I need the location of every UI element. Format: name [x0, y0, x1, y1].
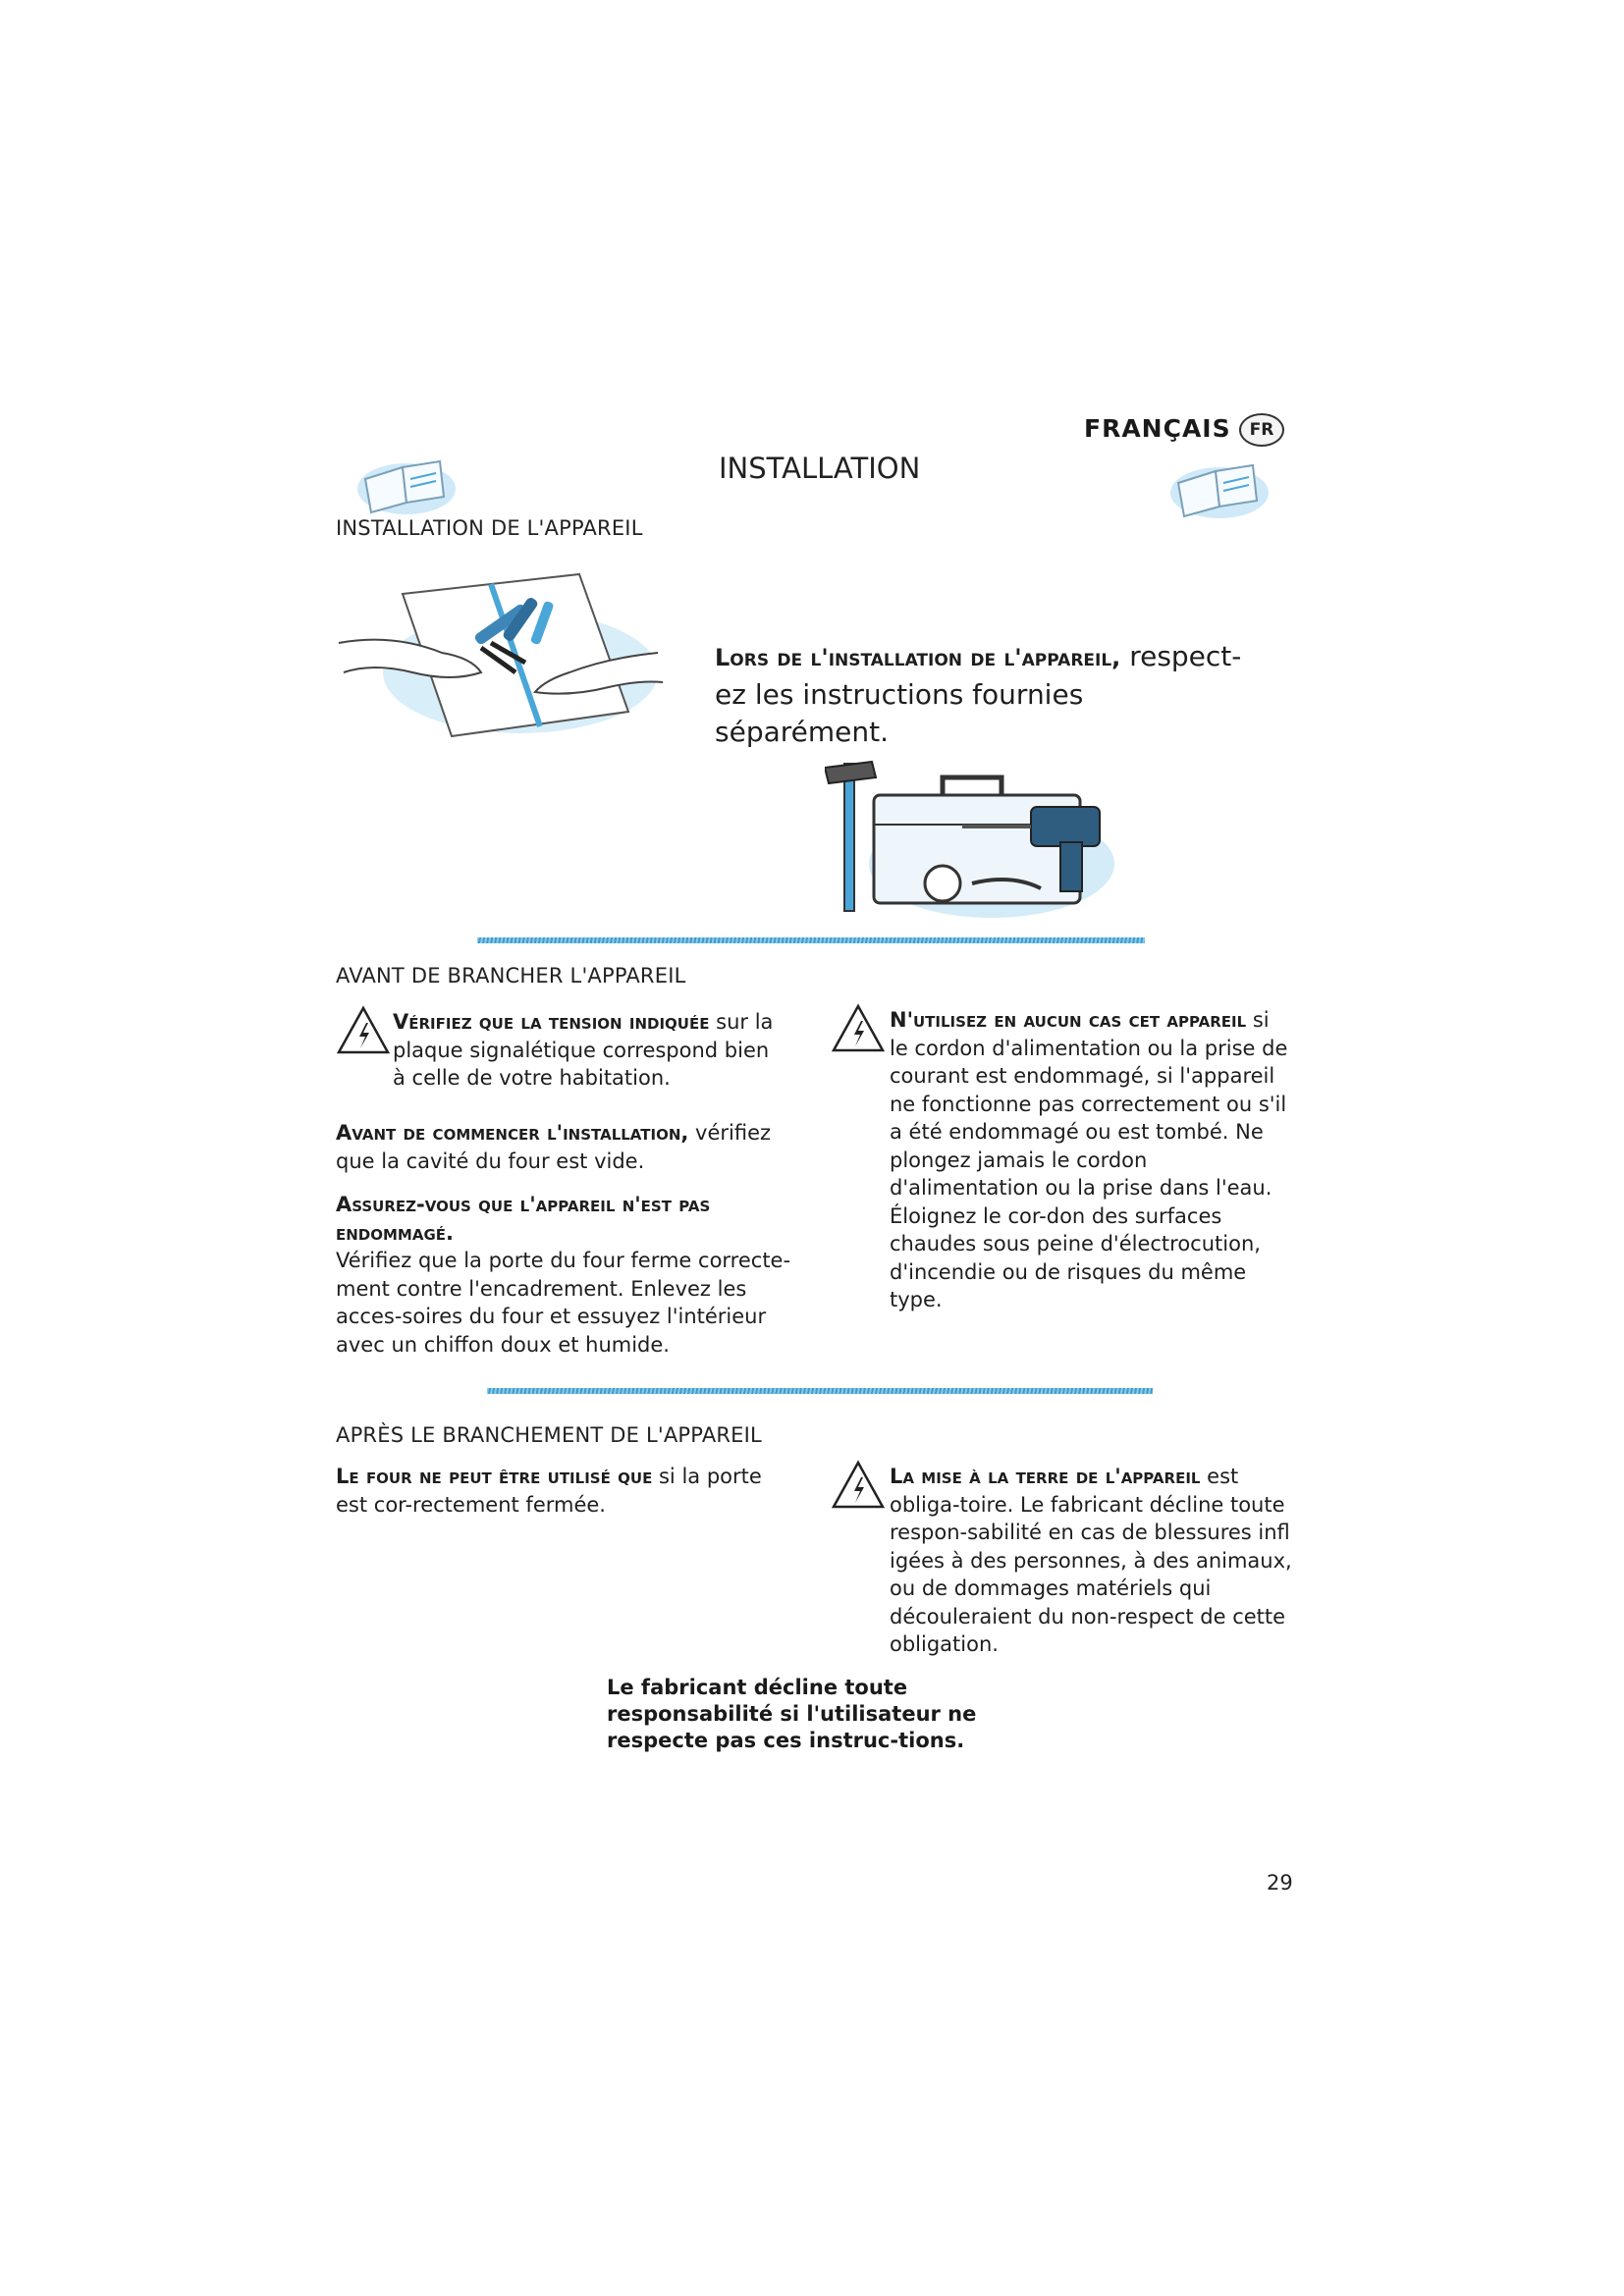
- language-badge: FR: [1239, 413, 1284, 447]
- electric-warning-icon: [831, 1460, 886, 1511]
- hands-manual-illustration: [334, 564, 668, 741]
- page-number: 29: [1267, 1871, 1293, 1895]
- language-label: FRANÇAIS: [1084, 414, 1231, 443]
- voltage-warning-text: Vérifiez que la tension indiquée sur la plaque signalétique correspond bien à celle de votre habitation.: [393, 1010, 774, 1090]
- check-damage-text: Assurez-vous que l'appareil n'est pas endommagé. Vérifiez que la porte du four ferme correcte-ment contre l'encadrement. Enlevez les acces-soires du four et essuyez l'intérieur avec un chiffon doux et humide.: [336, 1193, 791, 1357]
- manufacturer-disclaimer: Le fabricant décline toute responsabilité si l'utilisateur ne respecte pas ces instruc-tions.: [607, 1676, 977, 1752]
- earthing-warning-text: La mise à la terre de l'appareil est obliga-toire. Le fabricant décline toute respon-sabilité en cas de blessures infl igées à des personnes, à des animaux, ou de dommages matériels qui découleraient du non-respect de cette obligation.: [890, 1465, 1292, 1656]
- damaged-cord-warning-text: N'utilisez en aucun cas cet appareil si le cordon d'alimentation ou la prise de courant est endommagé, si l'appareil ne fonctionne pas correctement ou s'il a été endommagé ou est tombé. Ne plongez jamais le cordon d'alimentation ou la prise dans l'eau. Éloignez le cor-don des surfaces chaudes sous peine d'électrocution, d'incendie ou de risques du même type.: [890, 1008, 1288, 1311]
- divider: [487, 1388, 1153, 1394]
- door-closed-text: Le four ne peut être utilisé que si la porte est cor-rectement fermée.: [336, 1465, 762, 1517]
- check-oven-empty-text: Avant de commencer l'installation, vérifiez que la cavité du four est vide.: [336, 1121, 772, 1173]
- section-title-before-connecting: AVANT DE BRANCHER L'APPAREIL: [336, 964, 686, 988]
- open-book-icon: [1159, 444, 1276, 522]
- page-title: INSTALLATION: [719, 452, 921, 485]
- electric-warning-icon: [336, 1005, 391, 1056]
- electric-warning-icon: [831, 1003, 886, 1054]
- section-title-after-connecting: APRÈS LE BRANCHEMENT DE L'APPAREIL: [336, 1423, 762, 1447]
- open-book-icon: [346, 440, 463, 518]
- section-title-installation: INSTALLATION DE L'APPAREIL: [336, 516, 643, 540]
- divider: [477, 937, 1145, 943]
- toolbox-illustration: [825, 756, 1119, 923]
- install-instructions-text: Lors de l'installation de l'appareil, respect- ez les instructions fournies séparément.: [715, 640, 1242, 748]
